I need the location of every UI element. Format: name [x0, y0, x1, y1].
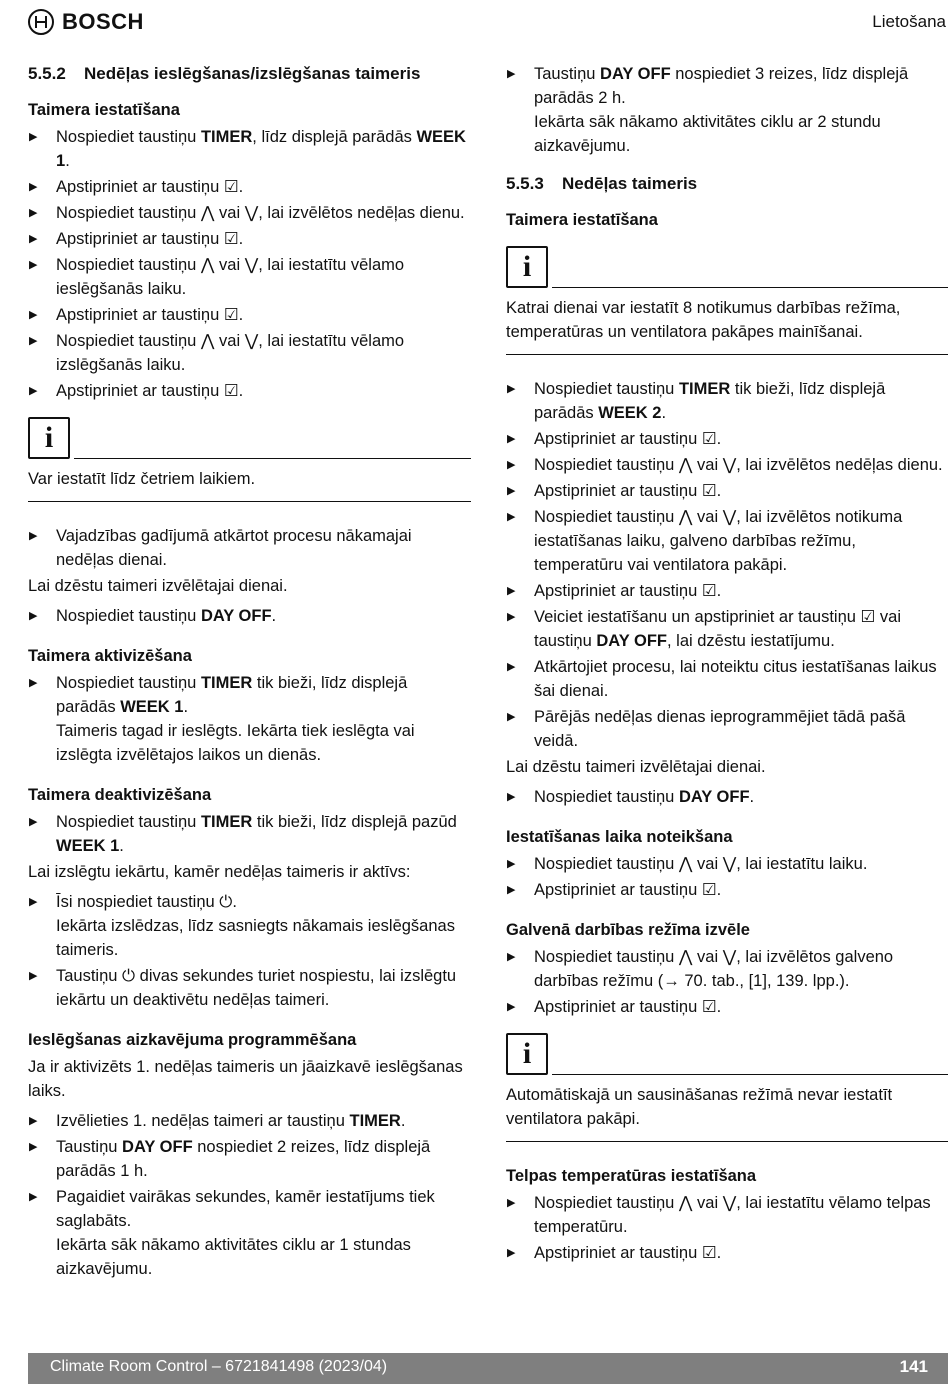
step-item: ▶ Pagaidiet vairākas sekundes, kamēr iestatījums tiek saglabāts. Iekārta sāk nākamo aktivitātes ciklu ar 1 stundas aizkavējumu.: [28, 1185, 471, 1281]
paragraph: Ja ir aktivizēts 1. nedēļas taimeris un jāaizkavē ieslēgšanas laiks.: [28, 1058, 463, 1100]
bosch-logo: [28, 9, 144, 35]
step-item: ▶ Taustiņu ⏻ divas sekundes turiet nospiestu, lai izslēgtu iekārtu un deaktivētu nedēļas taimeri.: [28, 964, 471, 1012]
subheading: Taimera iestatīšana: [28, 101, 180, 119]
subheading: Iestatīšanas laika noteikšana: [506, 828, 733, 846]
step-list: [28, 810, 471, 858]
step-item: ▶ Nospiediet taustiņu ⋀ vai ⋁, lai izvēlētos galveno darbības režīmu (→ 70. tab., [1], 139. lpp.).: [506, 945, 948, 993]
page-footer: [28, 1353, 948, 1384]
step-list: [28, 524, 471, 572]
subheading: Taimera iestatīšana: [506, 211, 658, 229]
section-heading: 5.5.2 Nedēļas ieslēgšanas/izslēgšanas taimeris: [28, 64, 421, 83]
step-item: ▶ Veiciet iestatīšanu un apstipriniet ar taustiņu ☑ vai taustiņu DAY OFF, lai dzēstu iestatījumu.: [506, 605, 948, 653]
step-item: ▶ Nospiediet taustiņu TIMER tik bieži, līdz displejā pazūd WEEK 1.: [28, 810, 471, 858]
step-item: ▶ Nospiediet taustiņu DAY OFF.: [506, 785, 948, 809]
info-note: [28, 417, 471, 502]
step-item: ▶ Nospiediet taustiņu ⋀ vai ⋁, lai iestatītu laiku.: [506, 852, 948, 876]
note-text: Automātiskajā un sausināšanas režīmā nevar iestatīt ventilatora pakāpi.: [506, 1086, 893, 1128]
brand-name: BOSCH: [62, 9, 144, 34]
step-item: ▶ Nospiediet taustiņu ⋀ vai ⋁, lai iestatītu vēlamo ieslēgšanās laiku.: [28, 253, 471, 301]
step-item: ▶ Nospiediet taustiņu ⋀ vai ⋁, lai iestatītu vēlamo telpas temperatūru.: [506, 1191, 948, 1239]
step-item: ▶ Vajadzības gadījumā atkārtot procesu nākamajai nedēļas dienai.: [28, 524, 471, 572]
info-note: [506, 1033, 948, 1142]
document-id: Climate Room Control – 6721841498 (2023/04): [50, 1358, 388, 1375]
step-list: [506, 377, 948, 753]
info-icon: i: [506, 246, 548, 288]
step-item: ▶ Taustiņu DAY OFF nospiediet 2 reizes, līdz displejā parādās 1 h.: [28, 1135, 471, 1183]
note-text: Katrai dienai var iestatīt 8 notikumus darbības režīma, temperatūras un ventilatora pakāpes mainīšanai.: [506, 299, 901, 341]
section-heading: 5.5.3 Nedēļas taimeris: [506, 174, 698, 193]
step-item: ▶ Apstipriniet ar taustiņu ☑.: [28, 175, 471, 199]
step-item: ▶ Nospiediet taustiņu ⋀ vai ⋁, lai izvēlētos notikuma iestatīšanas laiku, galveno darbības režīmu, temperatūru vai ventilatora pakāpi.: [506, 505, 948, 577]
step-list: [28, 604, 471, 628]
bosch-armature-icon: [28, 9, 54, 35]
step-list: [28, 890, 471, 1012]
paragraph: Lai dzēstu taimeri izvēlētajai dienai.: [28, 577, 288, 595]
step-item: ▶ Apstipriniet ar taustiņu ☑.: [506, 579, 948, 603]
step-item: ▶ Atkārtojiet procesu, lai noteiktu citus iestatīšanas laikus šai dienai.: [506, 655, 948, 703]
step-list: [506, 852, 948, 902]
step-item: ▶ Nospiediet taustiņu TIMER, līdz displejā parādās WEEK 1.: [28, 125, 471, 173]
subheading: Taimera aktivizēšana: [28, 647, 192, 665]
step-item: ▶ Nospiediet taustiņu ⋀ vai ⋁, lai izvēlētos nedēļas dienu.: [28, 201, 471, 225]
step-list: [28, 671, 471, 767]
step-item: ▶ Apstipriniet ar taustiņu ☑.: [28, 227, 471, 251]
right-column: [506, 62, 948, 1267]
info-icon: i: [28, 417, 70, 459]
step-list: [506, 785, 948, 809]
step-item: ▶ Nospiediet taustiņu ⋀ vai ⋁, lai iestatītu vēlamo izslēgšanās laiku.: [28, 329, 471, 377]
step-item: ▶ Nospiediet taustiņu TIMER tik bieži, līdz displejā parādās WEEK 1. Taimeris tagad ir ieslēgts. Iekārta tiek ieslēgta vai izslēgta izvēlētajos laikos un dienās.: [28, 671, 471, 767]
step-item: ▶ Nospiediet taustiņu TIMER tik bieži, līdz displejā parādās WEEK 2.: [506, 377, 948, 425]
step-item: ▶ Īsi nospiediet taustiņu ⏻. Iekārta izslēdzas, līdz sasniegts nākamais ieslēgšanas taimeris.: [28, 890, 471, 962]
subheading: Taimera deaktivizēšana: [28, 786, 212, 804]
step-list: [28, 1109, 471, 1281]
info-icon: i: [506, 1033, 548, 1075]
note-text: Var iestatīt līdz četriem laikiem.: [28, 470, 256, 488]
subheading: Ieslēgšanas aizkavējuma programmēšana: [28, 1031, 357, 1049]
paragraph: Lai dzēstu taimeri izvēlētajai dienai.: [506, 758, 766, 776]
step-item: ▶ Apstipriniet ar taustiņu ☑.: [506, 878, 948, 902]
step-item: ▶ Apstipriniet ar taustiņu ☑.: [506, 1241, 948, 1265]
step-list: [28, 125, 471, 403]
step-item: ▶ Apstipriniet ar taustiņu ☑.: [28, 303, 471, 327]
step-item: ▶ Nospiediet taustiņu ⋀ vai ⋁, lai izvēlētos nedēļas dienu.: [506, 453, 948, 477]
page-number: 141: [899, 1357, 928, 1376]
step-item: ▶ Apstipriniet ar taustiņu ☑.: [506, 479, 948, 503]
step-item: ▶ Nospiediet taustiņu DAY OFF.: [28, 604, 471, 628]
step-item: ▶ Pārējās nedēļas dienas ieprogrammējiet tādā pašā veidā.: [506, 705, 948, 753]
step-item: ▶ Taustiņu DAY OFF nospiediet 3 reizes, līdz displejā parādās 2 h. Iekārta sāk nākamo aktivitātes ciklu ar 2 stundu aizkavējumu.: [506, 62, 948, 158]
subheading: Galvenā darbības režīma izvēle: [506, 921, 750, 939]
paragraph: Lai izslēgtu iekārtu, kamēr nedēļas taimeris ir aktīvs:: [28, 863, 411, 881]
step-item: ▶ Izvēlieties 1. nedēļas taimeri ar taustiņu TIMER.: [28, 1109, 471, 1133]
section-title: Lietošana: [872, 12, 946, 31]
step-list: [506, 1191, 948, 1265]
step-list: [506, 945, 948, 1019]
step-list: [506, 62, 948, 158]
step-item: ▶ Apstipriniet ar taustiņu ☑.: [506, 995, 948, 1019]
step-item: ▶ Apstipriniet ar taustiņu ☑.: [28, 379, 471, 403]
info-note: [506, 246, 948, 355]
subheading: Telpas temperatūras iestatīšana: [506, 1167, 757, 1185]
step-item: ▶ Apstipriniet ar taustiņu ☑.: [506, 427, 948, 451]
left-column: [28, 62, 471, 1283]
